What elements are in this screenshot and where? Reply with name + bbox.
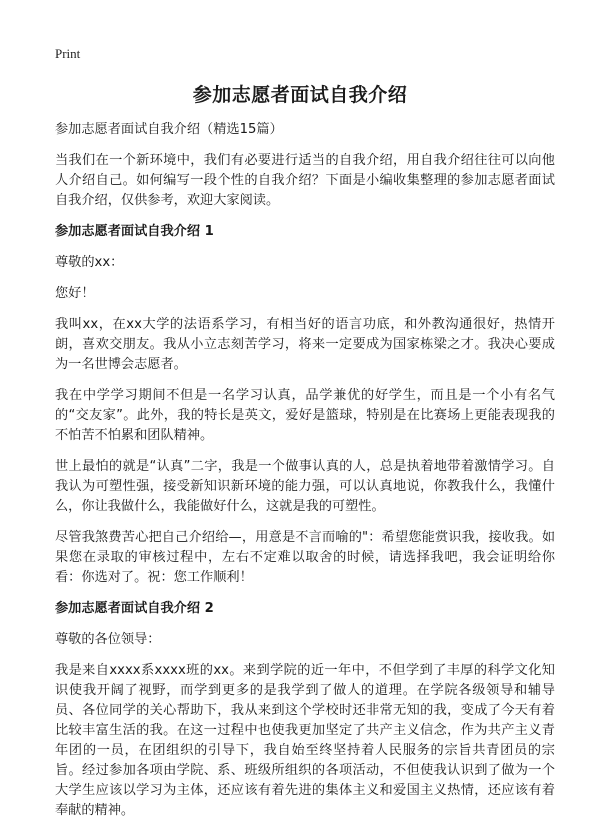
document-body — [55, 120, 555, 832]
page-title: 参加志愿者面试自我介绍 — [192, 84, 408, 106]
body-paragraph: 我是来自xxxx系xxxx班的xx。来到学院的近一年中，不但学到了丰厚的科学文化知识使我开阔了视野，而学到更多的是我学到了做人的道理。在学院各级领导和辅导员、各位同学的关心帮助下，我从来到这个学校时还非常无知的我，变成了今天有着比较丰富生活的我。在这一过程中也使我更加坚定了共产主义信念，作为共产主义青年团的一员，在团组织的引导下，我自始至终坚持着人民服务的宗旨共青团员的宗旨。经过参加各项由学院、系、班级所组织的各项活动，不但使我认识到了做为一个大学生应该以学习为主体，还应该有着先进的集体主义和爱国主义热情，还应该有着奉献的精神。 — [55, 663, 555, 818]
body-paragraph: 尽管我煞费苦心把自己介绍给—，用意是不言而喻的"：希望您能赏识我，接收我。如果您在录取的审核过程中，左右不定难以取舍的时候，请选择我吧，我会证明给你看：你选对了。祝：您工作顺利！ — [55, 530, 555, 585]
document-subtitle: 参加志愿者面试自我介绍（精选15篇） — [55, 122, 283, 137]
section-1 — [55, 222, 555, 588]
section-heading: 参加志愿者面试自我介绍 2 — [55, 601, 214, 616]
section-heading: 参加志愿者面试自我介绍 1 — [55, 224, 214, 239]
print-link[interactable]: Print — [55, 46, 81, 61]
greeting: 您好！ — [55, 286, 95, 301]
section-2 — [55, 599, 555, 821]
intro-paragraph: 当我们在一个新环境中，我们有必要进行适当的自我介绍，用自我介绍往往可以向他人介绍自己。如何编写一段个性的自我介绍？下面是小编收集整理的参加志愿者面试自我介绍，仅供参考，欢迎大家阅读。 — [55, 153, 555, 208]
salutation: 尊敬的xx： — [55, 255, 124, 270]
body-paragraph: 我在中学学习期间不但是一名学习认真，品学兼优的好学生，而且是一个小有名气的“交友家”。此外，我的特长是英文，爱好是篮球，特别是在比赛场上更能表现我的不怕苦不怕累和团队精神。 — [55, 388, 555, 443]
salutation: 尊敬的各位领导： — [55, 632, 161, 647]
body-paragraph: 世上最怕的就是“认真”二字，我是一个做事认真的人，总是执着地带着激情学习。自我认为可塑性强，接受新知识新环境的能力强，可以认真地说，你教我什么，我懂什么，你让我做什么，我能做好什么，这就是我的可塑性。 — [55, 459, 555, 514]
body-paragraph: 我叫xx，在xx大学的法语系学习，有相当好的语言功底，和外教沟通很好，热情开朗，喜欢交朋友。我从小立志刻苦学习，将来一定要成为国家栋梁之才。我决心要成为一名世博会志愿者。 — [55, 317, 555, 372]
